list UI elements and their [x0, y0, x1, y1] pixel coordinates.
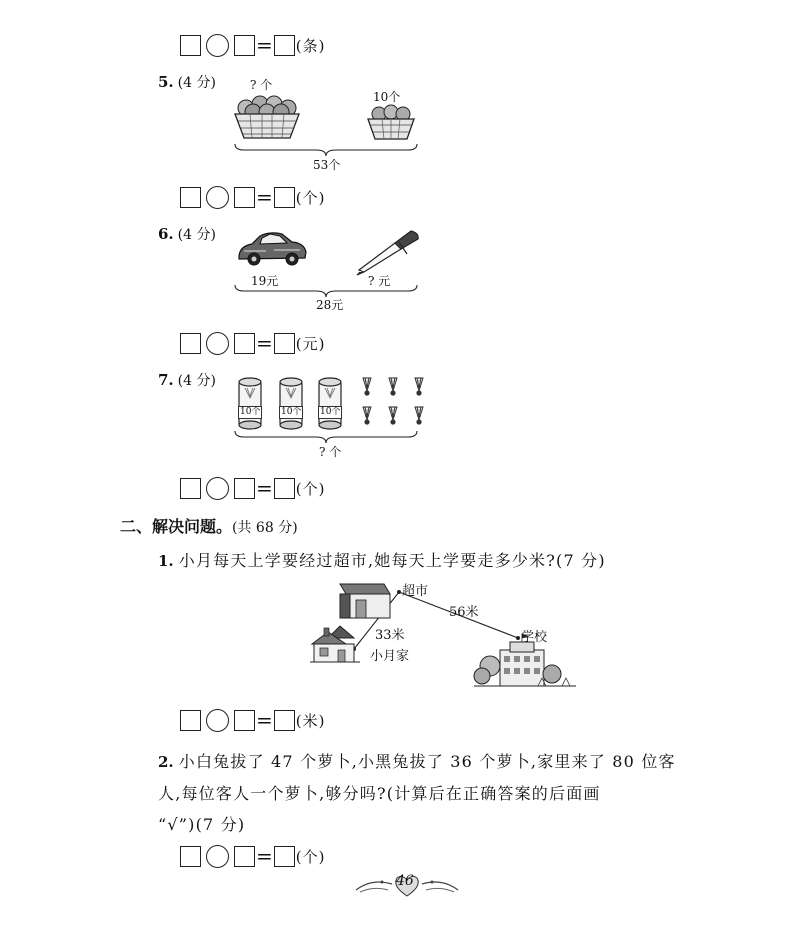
- answer-box[interactable]: [180, 478, 201, 499]
- unit-label: (元): [295, 334, 326, 353]
- q5-bracket: [234, 143, 418, 157]
- equals-sign: =: [256, 33, 273, 57]
- operator-circle[interactable]: [206, 709, 229, 732]
- equation-row-2: [180, 185, 325, 209]
- equals-sign: =: [256, 331, 273, 355]
- q5-unknown-label: ? 个: [250, 78, 273, 92]
- unit-label: (个): [295, 847, 326, 866]
- answer-box[interactable]: [234, 710, 255, 731]
- answer-box[interactable]: [180, 846, 201, 867]
- shuttlecock-tube-2: [277, 376, 305, 430]
- q7-total-label: ? 个: [319, 445, 342, 459]
- answer-box[interactable]: [180, 710, 201, 731]
- map-label-distance-market-school: 56米: [449, 605, 479, 620]
- unit-label: (米): [295, 711, 326, 730]
- answer-box[interactable]: [180, 187, 201, 208]
- answer-box[interactable]: [274, 710, 295, 731]
- equation-row-6: [180, 844, 325, 868]
- problem-1: 1. 小月每天上学要经过超市,她每天上学要走多少米?(7 分): [158, 551, 606, 570]
- problem-1-text: 小月每天上学要经过超市,她每天上学要走多少米?(7 分): [178, 551, 606, 570]
- answer-box[interactable]: [274, 846, 295, 867]
- apple-basket-small-icon: [366, 104, 416, 142]
- problem-2: 2. 小白兔拔了 47 个萝卜,小黑兔拔了 36 个萝卜,家里来了 80 位客 人,每位客人一个萝卜,够分吗?(计算后在正确答案的后面画 “√”)(7 分): [158, 752, 676, 834]
- q6-pen-price: ? 元: [368, 274, 391, 288]
- pen-icon: [355, 230, 421, 276]
- equals-sign: =: [256, 708, 273, 732]
- answer-box[interactable]: [234, 846, 255, 867]
- problem-2-line-1: 小白兔拔了 47 个萝卜,小黑兔拔了 36 个萝卜,家里来了 80 位客: [178, 752, 676, 771]
- shuttlecock-tube-3: [316, 376, 344, 430]
- problem-2-line-2: 人,每位客人一个萝卜,够分吗?(计算后在正确答案的后面画: [158, 784, 601, 803]
- answer-box[interactable]: [274, 35, 295, 56]
- q6-car-price: 19元: [251, 274, 279, 288]
- operator-circle[interactable]: [206, 477, 229, 500]
- question-5-header: 5. (4 分): [158, 73, 216, 91]
- tube-label: 10个: [320, 407, 341, 417]
- tube-label: 10个: [281, 407, 302, 417]
- equals-sign: =: [256, 844, 273, 868]
- section-2-title: 二、解决问题。(共 68 分): [120, 517, 298, 536]
- map-label-distance-home-market: 33米: [375, 628, 405, 643]
- map-label-supermarket: 超市: [402, 584, 429, 599]
- q7-bracket: [234, 430, 418, 444]
- unit-label: (条): [295, 36, 326, 55]
- question-6-header: 6. (4 分): [158, 225, 216, 243]
- equation-row-3: [180, 331, 325, 355]
- operator-circle[interactable]: [206, 332, 229, 355]
- answer-box[interactable]: [234, 478, 255, 499]
- toy-car-icon: [236, 228, 308, 268]
- unit-label: (个): [295, 188, 326, 207]
- q5-known-label: 10个: [373, 90, 401, 104]
- equals-sign: =: [256, 476, 273, 500]
- supermarket-building-icon: [340, 584, 390, 618]
- tube-label: 10个: [240, 407, 261, 417]
- map-label-home: 小月家: [370, 649, 410, 664]
- answer-box[interactable]: [274, 187, 295, 208]
- answer-box[interactable]: [180, 35, 201, 56]
- operator-circle[interactable]: [206, 845, 229, 868]
- apple-basket-large-icon: [232, 92, 302, 142]
- house-icon: [310, 626, 360, 662]
- question-7-header: 7. (4 分): [158, 371, 216, 389]
- page-number: 46: [396, 873, 414, 889]
- problem-2-line-3: “√”)(7 分): [158, 815, 246, 834]
- equation-row-1: [180, 33, 325, 57]
- equation-row-5: [180, 708, 325, 732]
- shuttlecock-tube-1: [236, 376, 264, 430]
- loose-shuttlecocks-icon: [358, 376, 432, 434]
- answer-box[interactable]: [234, 333, 255, 354]
- answer-box[interactable]: [234, 187, 255, 208]
- equation-row-4: [180, 476, 325, 500]
- equals-sign: =: [256, 185, 273, 209]
- q5-total-label: 53个: [313, 158, 341, 172]
- answer-box[interactable]: [234, 35, 255, 56]
- q6-total-label: 28元: [316, 298, 344, 312]
- map-label-school: 学校: [521, 630, 548, 645]
- answer-box[interactable]: [274, 333, 295, 354]
- unit-label: (个): [295, 479, 326, 498]
- answer-box[interactable]: [274, 478, 295, 499]
- answer-box[interactable]: [180, 333, 201, 354]
- operator-circle[interactable]: [206, 34, 229, 57]
- operator-circle[interactable]: [206, 186, 229, 209]
